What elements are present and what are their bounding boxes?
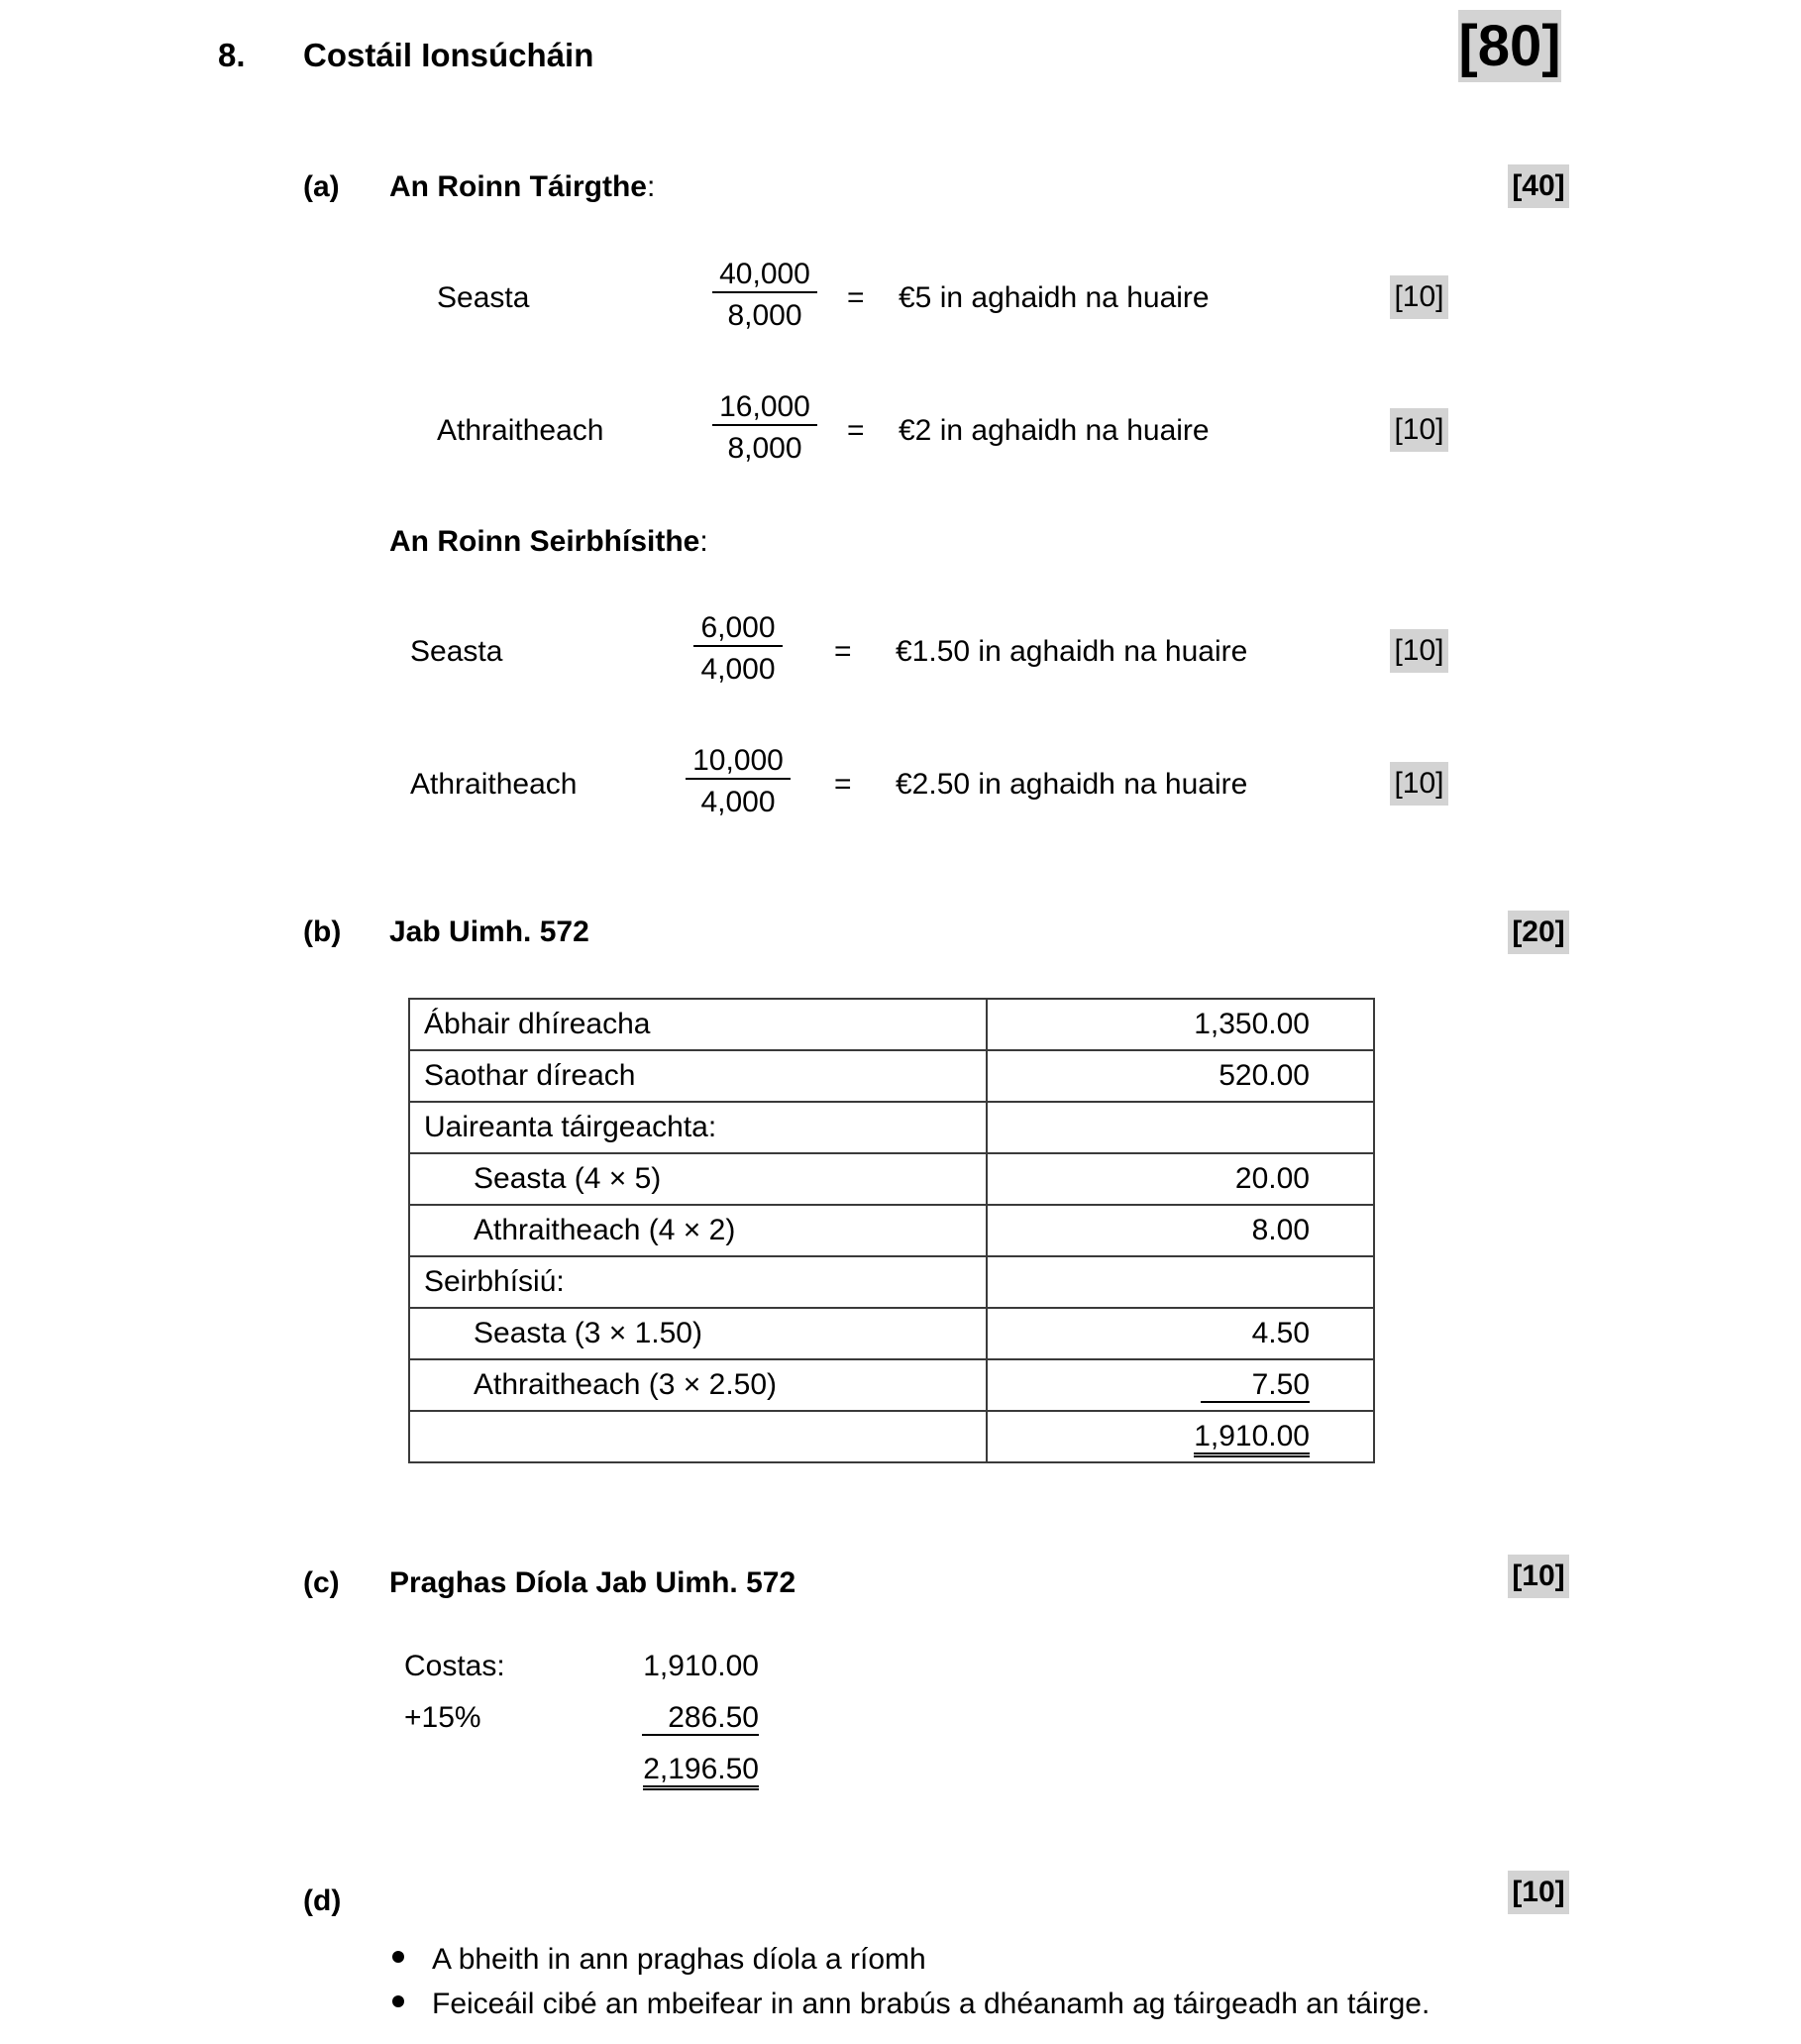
row-value: 20.00 xyxy=(987,1153,1374,1205)
part-a-heading-colon: : xyxy=(646,170,656,203)
row-value-cell xyxy=(987,1359,1374,1411)
table-row xyxy=(409,1153,1374,1205)
row-value: 1,350.00 xyxy=(987,999,1374,1050)
production-variable-fraction xyxy=(712,392,817,464)
question-number: 8. xyxy=(218,37,246,73)
equals-sign: = xyxy=(847,414,865,447)
bullet-point: Feiceáil cibé an mbeifear in ann brabús a dhéanamh ag táirgeadh an táirge. xyxy=(432,1988,1430,2020)
bullet-icon xyxy=(392,1995,404,2007)
part-c-marks: [10] xyxy=(1508,1555,1569,1598)
production-variable-result: €2 in aghaidh na huaire xyxy=(899,414,1210,447)
part-d-marks: [10] xyxy=(1508,1871,1569,1914)
service-heading xyxy=(389,527,708,557)
service-fixed-marks: [10] xyxy=(1390,629,1448,673)
question-total-marks: [80] xyxy=(1458,10,1561,82)
table-row xyxy=(409,1308,1374,1359)
equals-sign: = xyxy=(834,768,852,801)
fraction-denominator: 8,000 xyxy=(727,432,802,465)
row-label: Saothar díreach xyxy=(409,1050,987,1102)
service-variable-fraction xyxy=(686,746,791,817)
question-title: Costáil Ionsúcháin xyxy=(303,37,594,73)
fraction-denominator: 4,000 xyxy=(700,653,776,686)
table-row xyxy=(409,1359,1374,1411)
row-label: Seasta (3 × 1.50) xyxy=(409,1308,987,1359)
service-variable-label: Athraitheach xyxy=(410,768,578,801)
cost-label: Costas: xyxy=(404,1650,505,1682)
table-row xyxy=(409,1102,1374,1153)
part-c-heading: Praghas Díola Jab Uimh. 572 xyxy=(389,1566,796,1599)
service-variable-result: €2.50 in aghaidh na huaire xyxy=(896,768,1248,801)
row-value: 7.50 xyxy=(1201,1368,1310,1403)
table-row xyxy=(409,999,1374,1050)
equals-sign: = xyxy=(834,635,852,668)
table-row xyxy=(409,1256,1374,1308)
table-row-total xyxy=(409,1411,1374,1462)
production-fixed-label: Seasta xyxy=(437,281,530,314)
part-a-heading-text: An Roinn Táirgthe xyxy=(389,170,647,203)
table-row xyxy=(409,1205,1374,1256)
fraction-denominator: 8,000 xyxy=(727,299,802,332)
markup-value: 286.50 xyxy=(642,1701,759,1736)
part-c-label: (c) xyxy=(303,1566,340,1599)
row-value: 8.00 xyxy=(987,1205,1374,1256)
service-fixed-label: Seasta xyxy=(410,635,503,668)
fraction-numerator: 10,000 xyxy=(686,746,791,780)
row-label: Ábhair dhíreacha xyxy=(409,999,987,1050)
fraction-denominator: 4,000 xyxy=(700,786,776,818)
markup-label: +15% xyxy=(404,1701,481,1734)
equals-sign: = xyxy=(847,281,865,314)
selling-price-value: 2,196.50 xyxy=(643,1753,759,1790)
production-fixed-fraction xyxy=(712,260,817,331)
part-b-label: (b) xyxy=(303,915,342,948)
row-value: 520.00 xyxy=(987,1050,1374,1102)
part-a-label: (a) xyxy=(303,170,340,203)
table-row xyxy=(409,1050,1374,1102)
fraction-numerator: 16,000 xyxy=(712,392,817,426)
fraction-numerator: 6,000 xyxy=(693,613,783,647)
total-value: 1,910.00 xyxy=(1194,1420,1310,1457)
service-fixed-fraction xyxy=(693,613,783,685)
markup-value-cell xyxy=(620,1703,759,1733)
row-label: Seirbhísiú: xyxy=(409,1256,987,1308)
production-variable-marks: [10] xyxy=(1390,408,1448,452)
row-value xyxy=(987,1102,1374,1153)
cost-value: 1,910.00 xyxy=(643,1650,759,1682)
service-heading-colon: : xyxy=(699,525,708,558)
row-label: Uaireanta táirgeachta: xyxy=(409,1102,987,1153)
part-a-marks: [40] xyxy=(1508,164,1569,208)
service-fixed-result: €1.50 in aghaidh na huaire xyxy=(896,635,1248,668)
row-value xyxy=(987,1256,1374,1308)
job-cost-table xyxy=(408,998,1375,1463)
service-heading-text: An Roinn Seirbhísithe xyxy=(389,525,700,558)
row-label: Athraitheach (4 × 2) xyxy=(409,1205,987,1256)
production-fixed-marks: [10] xyxy=(1390,275,1448,319)
row-value-cell xyxy=(987,1411,1374,1462)
part-d-label: (d) xyxy=(303,1884,342,1917)
fraction-numerator: 40,000 xyxy=(712,260,817,293)
production-fixed-result: €5 in aghaidh na huaire xyxy=(899,281,1210,314)
service-variable-marks: [10] xyxy=(1390,762,1448,806)
bullet-point: A bheith in ann praghas díola a ríomh xyxy=(432,1943,926,1976)
row-label: Seasta (4 × 5) xyxy=(409,1153,987,1205)
part-b-marks: [20] xyxy=(1508,911,1569,954)
row-label xyxy=(409,1411,987,1462)
row-label: Athraitheach (3 × 2.50) xyxy=(409,1359,987,1411)
row-value: 4.50 xyxy=(987,1308,1374,1359)
part-a-heading xyxy=(389,172,655,202)
bullet-icon xyxy=(392,1951,404,1963)
selling-price-cell xyxy=(620,1755,759,1784)
production-variable-label: Athraitheach xyxy=(437,414,604,447)
part-b-heading: Jab Uimh. 572 xyxy=(389,915,589,948)
